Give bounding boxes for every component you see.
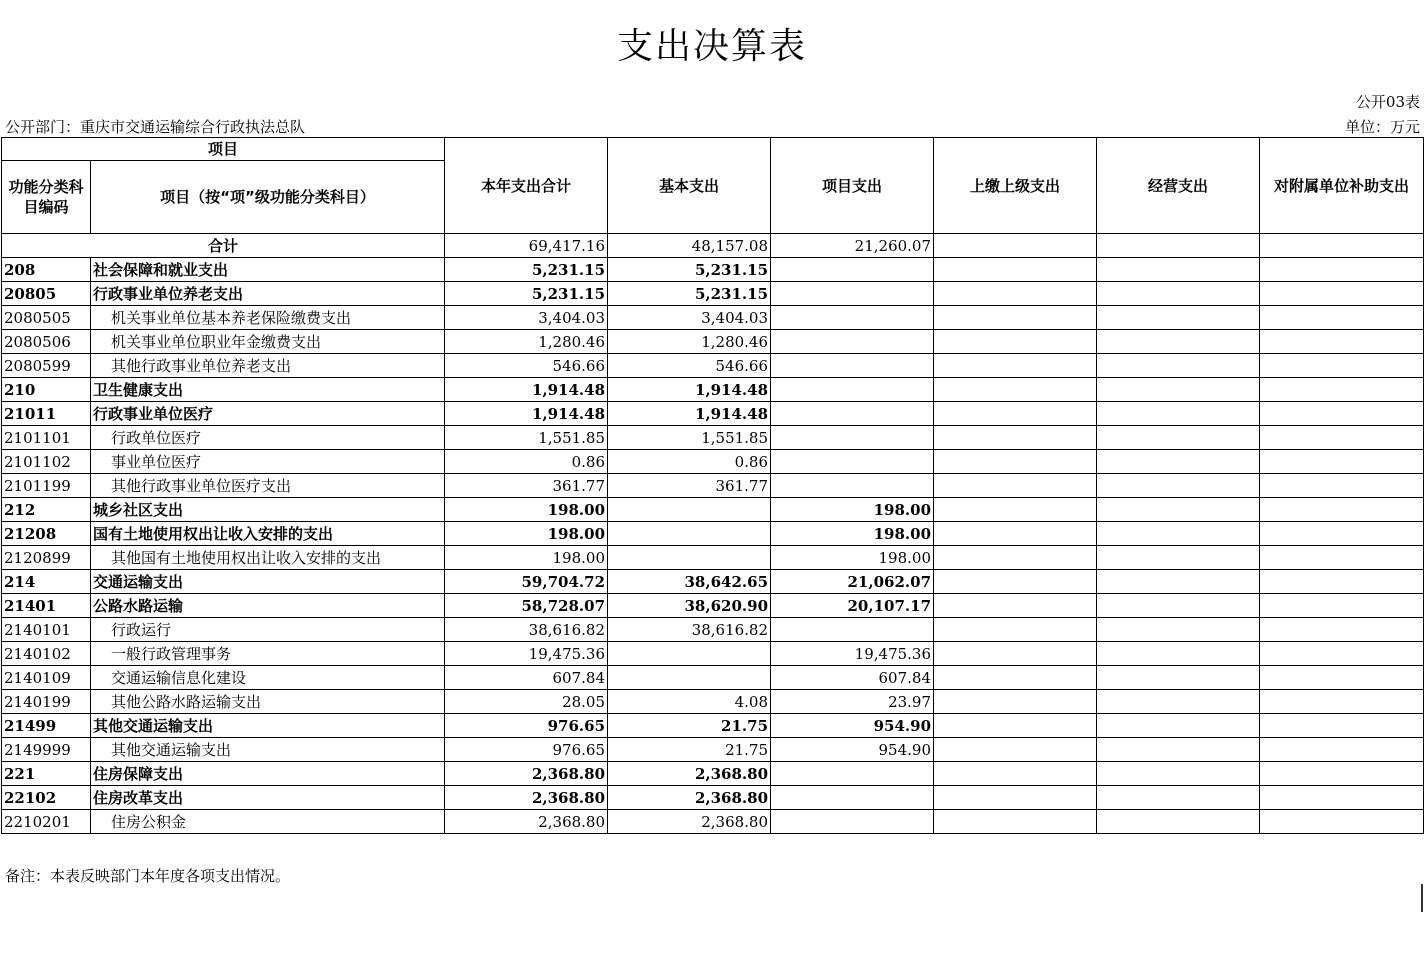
row-total: 0.86 (445, 450, 608, 474)
row-total: 1,280.46 (445, 330, 608, 354)
header-superior: 上缴上级支出 (934, 138, 1097, 234)
row-business (1097, 786, 1260, 810)
table-row (2, 786, 1424, 810)
row-superior (934, 282, 1097, 306)
row-total: 976.65 (445, 714, 608, 738)
table-header (2, 138, 1424, 234)
row-total: 546.66 (445, 354, 608, 378)
row-code: 21401 (2, 594, 91, 618)
row-name: 其他交通运输支出 (91, 738, 445, 762)
table-row (2, 570, 1424, 594)
row-name: 其他交通运输支出 (91, 714, 445, 738)
row-total: 1,551.85 (445, 426, 608, 450)
row-basic: 4.08 (608, 690, 771, 714)
row-code: 21499 (2, 714, 91, 738)
row-project: 954.90 (771, 738, 934, 762)
row-name: 公路水路运输 (91, 594, 445, 618)
row-basic: 1,914.48 (608, 378, 771, 402)
row-subsidy (1260, 666, 1424, 690)
total-subsidy (1260, 234, 1424, 258)
row-project: 607.84 (771, 666, 934, 690)
table-row (2, 690, 1424, 714)
row-code: 214 (2, 570, 91, 594)
table-row (2, 666, 1424, 690)
edge-marker (1421, 884, 1423, 912)
row-name: 卫生健康支出 (91, 378, 445, 402)
row-total: 198.00 (445, 498, 608, 522)
table-row (2, 258, 1424, 282)
row-code: 21011 (2, 402, 91, 426)
row-superior (934, 450, 1097, 474)
row-total: 28.05 (445, 690, 608, 714)
row-business (1097, 762, 1260, 786)
row-code: 2080506 (2, 330, 91, 354)
row-superior (934, 546, 1097, 570)
row-business (1097, 714, 1260, 738)
row-basic (608, 498, 771, 522)
row-subsidy (1260, 498, 1424, 522)
row-project (771, 450, 934, 474)
row-business (1097, 690, 1260, 714)
row-total: 2,368.80 (445, 786, 608, 810)
row-name: 交通运输信息化建设 (91, 666, 445, 690)
row-basic: 361.77 (608, 474, 771, 498)
row-superior (934, 258, 1097, 282)
row-subsidy (1260, 522, 1424, 546)
row-superior (934, 762, 1097, 786)
row-name: 社会保障和就业支出 (91, 258, 445, 282)
row-basic: 38,642.65 (608, 570, 771, 594)
row-business (1097, 330, 1260, 354)
department-label: 公开部门：重庆市交通运输综合行政执法总队 (5, 118, 306, 136)
row-name: 行政单位医疗 (91, 426, 445, 450)
total-superior (934, 234, 1097, 258)
row-basic (608, 546, 771, 570)
header-code: 功能分类科目编码 (2, 161, 91, 234)
row-code: 2080599 (2, 354, 91, 378)
row-total: 58,728.07 (445, 594, 608, 618)
total-basic: 48,157.08 (608, 234, 771, 258)
row-basic (608, 666, 771, 690)
row-name: 其他国有土地使用权出让收入安排的支出 (91, 546, 445, 570)
row-project (771, 258, 934, 282)
row-superior (934, 570, 1097, 594)
table-row (2, 594, 1424, 618)
row-project: 198.00 (771, 498, 934, 522)
row-project (771, 810, 934, 834)
row-business (1097, 498, 1260, 522)
row-project (771, 618, 934, 642)
row-business (1097, 282, 1260, 306)
row-name: 机关事业单位职业年金缴费支出 (91, 330, 445, 354)
row-total: 198.00 (445, 522, 608, 546)
row-name: 一般行政管理事务 (91, 642, 445, 666)
header-name: 项目（按“项”级功能分类科目） (91, 161, 445, 234)
table-row (2, 618, 1424, 642)
row-project: 954.90 (771, 714, 934, 738)
row-superior (934, 786, 1097, 810)
row-basic: 38,620.90 (608, 594, 771, 618)
row-name: 其他公路水路运输支出 (91, 690, 445, 714)
row-business (1097, 570, 1260, 594)
row-code: 208 (2, 258, 91, 282)
row-subsidy (1260, 354, 1424, 378)
row-total: 59,704.72 (445, 570, 608, 594)
row-basic: 5,231.15 (608, 258, 771, 282)
unit-label: 单位：万元 (1344, 118, 1420, 136)
row-code: 2140199 (2, 690, 91, 714)
row-superior (934, 810, 1097, 834)
row-subsidy (1260, 258, 1424, 282)
row-code: 2080505 (2, 306, 91, 330)
row-name: 城乡社区支出 (91, 498, 445, 522)
row-business (1097, 738, 1260, 762)
row-subsidy (1260, 426, 1424, 450)
table-row (2, 762, 1424, 786)
row-superior (934, 594, 1097, 618)
row-code: 20805 (2, 282, 91, 306)
row-project (771, 762, 934, 786)
row-code: 210 (2, 378, 91, 402)
header-subsidy: 对附属单位补助支出 (1260, 138, 1424, 234)
row-business (1097, 474, 1260, 498)
row-basic: 2,368.80 (608, 786, 771, 810)
row-project: 19,475.36 (771, 642, 934, 666)
row-basic: 1,551.85 (608, 426, 771, 450)
row-code: 221 (2, 762, 91, 786)
table-row (2, 474, 1424, 498)
row-business (1097, 642, 1260, 666)
row-project (771, 306, 934, 330)
table-row (2, 810, 1424, 834)
table-row (2, 330, 1424, 354)
row-name: 行政事业单位养老支出 (91, 282, 445, 306)
row-superior (934, 378, 1097, 402)
row-total: 5,231.15 (445, 258, 608, 282)
row-total: 2,368.80 (445, 762, 608, 786)
row-code: 2149999 (2, 738, 91, 762)
total-label: 合计 (2, 234, 445, 258)
page-title: 支出决算表 (616, 26, 807, 67)
row-business (1097, 618, 1260, 642)
row-project: 198.00 (771, 546, 934, 570)
table-row (2, 450, 1424, 474)
form-number: 公开03表 (1355, 93, 1420, 111)
row-basic (608, 642, 771, 666)
header-total: 本年支出合计 (445, 138, 608, 234)
table-row (2, 354, 1424, 378)
row-name: 其他行政事业单位医疗支出 (91, 474, 445, 498)
row-superior (934, 642, 1097, 666)
row-name: 行政事业单位医疗 (91, 402, 445, 426)
row-project (771, 354, 934, 378)
table-row (2, 378, 1424, 402)
row-subsidy (1260, 642, 1424, 666)
row-project (771, 474, 934, 498)
row-business (1097, 450, 1260, 474)
row-project (771, 378, 934, 402)
row-business (1097, 666, 1260, 690)
row-superior (934, 402, 1097, 426)
row-project (771, 402, 934, 426)
row-superior (934, 354, 1097, 378)
row-project (771, 282, 934, 306)
row-code: 2140102 (2, 642, 91, 666)
row-superior (934, 714, 1097, 738)
row-total: 607.84 (445, 666, 608, 690)
row-business (1097, 546, 1260, 570)
table-row (2, 738, 1424, 762)
row-code: 2210201 (2, 810, 91, 834)
row-name: 行政运行 (91, 618, 445, 642)
row-basic: 546.66 (608, 354, 771, 378)
row-name: 事业单位医疗 (91, 450, 445, 474)
row-total: 976.65 (445, 738, 608, 762)
row-superior (934, 666, 1097, 690)
row-project (771, 426, 934, 450)
row-name: 国有土地使用权出让收入安排的支出 (91, 522, 445, 546)
row-project: 23.97 (771, 690, 934, 714)
table-body (2, 234, 1424, 834)
row-basic: 2,368.80 (608, 762, 771, 786)
row-subsidy (1260, 546, 1424, 570)
row-subsidy (1260, 450, 1424, 474)
table-row (2, 546, 1424, 570)
total-total: 69,417.16 (445, 234, 608, 258)
row-superior (934, 618, 1097, 642)
row-total: 2,368.80 (445, 810, 608, 834)
row-total: 198.00 (445, 546, 608, 570)
row-subsidy (1260, 402, 1424, 426)
row-subsidy (1260, 330, 1424, 354)
row-superior (934, 306, 1097, 330)
table-row (2, 282, 1424, 306)
row-basic: 2,368.80 (608, 810, 771, 834)
row-superior (934, 498, 1097, 522)
row-basic: 21.75 (608, 738, 771, 762)
row-subsidy (1260, 690, 1424, 714)
row-code: 22102 (2, 786, 91, 810)
row-business (1097, 306, 1260, 330)
row-business (1097, 402, 1260, 426)
table-row (2, 522, 1424, 546)
row-superior (934, 690, 1097, 714)
row-basic: 5,231.15 (608, 282, 771, 306)
table-row (2, 426, 1424, 450)
header-project: 项目支出 (771, 138, 934, 234)
header-item: 项目 (2, 138, 445, 161)
row-basic: 38,616.82 (608, 618, 771, 642)
table-row (2, 498, 1424, 522)
row-superior (934, 474, 1097, 498)
total-project: 21,260.07 (771, 234, 934, 258)
row-total: 361.77 (445, 474, 608, 498)
row-code: 2101101 (2, 426, 91, 450)
row-name: 住房公积金 (91, 810, 445, 834)
row-project (771, 330, 934, 354)
row-name: 交通运输支出 (91, 570, 445, 594)
row-name: 其他行政事业单位养老支出 (91, 354, 445, 378)
row-subsidy (1260, 738, 1424, 762)
row-superior (934, 426, 1097, 450)
row-total: 1,914.48 (445, 402, 608, 426)
row-name: 住房保障支出 (91, 762, 445, 786)
row-total: 5,231.15 (445, 282, 608, 306)
total-row (2, 234, 1424, 258)
table-row (2, 642, 1424, 666)
row-basic: 3,404.03 (608, 306, 771, 330)
row-subsidy (1260, 594, 1424, 618)
row-subsidy (1260, 378, 1424, 402)
header-business: 经营支出 (1097, 138, 1260, 234)
row-basic: 21.75 (608, 714, 771, 738)
row-superior (934, 522, 1097, 546)
row-code: 21208 (2, 522, 91, 546)
row-subsidy (1260, 786, 1424, 810)
row-basic: 1,280.46 (608, 330, 771, 354)
row-business (1097, 594, 1260, 618)
row-subsidy (1260, 282, 1424, 306)
row-business (1097, 522, 1260, 546)
row-project: 20,107.17 (771, 594, 934, 618)
row-subsidy (1260, 810, 1424, 834)
table-row (2, 306, 1424, 330)
row-total: 1,914.48 (445, 378, 608, 402)
row-superior (934, 738, 1097, 762)
row-total: 3,404.03 (445, 306, 608, 330)
row-subsidy (1260, 762, 1424, 786)
row-subsidy (1260, 618, 1424, 642)
row-project (771, 786, 934, 810)
row-subsidy (1260, 474, 1424, 498)
row-business (1097, 258, 1260, 282)
row-code: 212 (2, 498, 91, 522)
row-basic (608, 522, 771, 546)
row-business (1097, 810, 1260, 834)
expenditure-table (1, 137, 1424, 834)
row-code: 2120899 (2, 546, 91, 570)
row-subsidy (1260, 714, 1424, 738)
row-project: 198.00 (771, 522, 934, 546)
footnote: 备注：本表反映部门本年度各项支出情况。 (5, 867, 291, 885)
row-code: 2101199 (2, 474, 91, 498)
row-total: 19,475.36 (445, 642, 608, 666)
table-row (2, 714, 1424, 738)
row-business (1097, 426, 1260, 450)
row-superior (934, 330, 1097, 354)
row-business (1097, 354, 1260, 378)
row-name: 机关事业单位基本养老保险缴费支出 (91, 306, 445, 330)
row-code: 2140101 (2, 618, 91, 642)
row-business (1097, 378, 1260, 402)
row-total: 38,616.82 (445, 618, 608, 642)
row-subsidy (1260, 570, 1424, 594)
row-code: 2101102 (2, 450, 91, 474)
row-name: 住房改革支出 (91, 786, 445, 810)
header-basic: 基本支出 (608, 138, 771, 234)
row-code: 2140109 (2, 666, 91, 690)
total-business (1097, 234, 1260, 258)
row-basic: 1,914.48 (608, 402, 771, 426)
row-subsidy (1260, 306, 1424, 330)
row-basic: 0.86 (608, 450, 771, 474)
table-row (2, 402, 1424, 426)
row-project: 21,062.07 (771, 570, 934, 594)
